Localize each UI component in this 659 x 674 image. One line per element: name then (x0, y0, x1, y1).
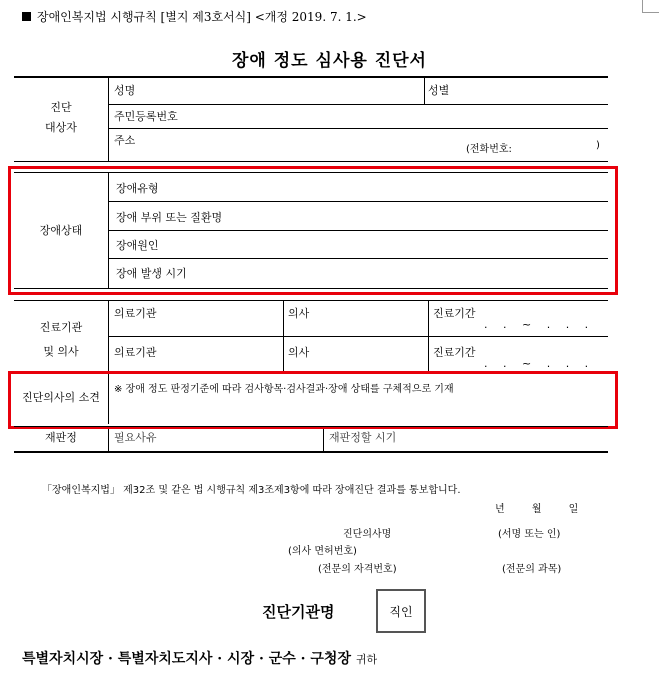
department-label: (전문의 과목) (502, 564, 562, 575)
clinic-row1-doctor: 의사 (288, 307, 310, 320)
address-label: 주소 (114, 134, 136, 147)
disability-label: 장애상태 (39, 224, 83, 237)
section-line (14, 161, 608, 162)
recipients (22, 648, 377, 668)
square-bullet-icon (22, 12, 31, 21)
rrn-label: 주민등록번호 (114, 110, 178, 123)
onset-label: 장애 발생 시기 (116, 267, 187, 280)
clinic-label-line1: 진료기관 (39, 321, 83, 334)
institution-name-label: 진단기관명 (262, 603, 335, 621)
row-line (108, 104, 608, 105)
notice-date: 년 월 일 (495, 504, 591, 515)
subject-label-line2: 대상자 (45, 121, 77, 134)
form-header-text: 장애인복지법 시행규칙 [별지 제3호서식] <개정 2019. 7. 1.> (37, 10, 367, 24)
window-corner (642, 0, 659, 13)
row-line (108, 128, 608, 129)
type-label: 장애유형 (116, 182, 159, 195)
subject-label (14, 98, 108, 138)
doctor-name-label: 진단의사명 (343, 529, 392, 540)
phone-label: (전화번호: (466, 144, 512, 155)
reexam-date-label: 재판정할 시기 (329, 431, 397, 444)
clinic-row1-period: 진료기간 (433, 307, 476, 320)
license-label: (의사 면허번호) (288, 546, 357, 557)
reexam-label: 재판정 (45, 431, 77, 444)
disability-highlight-box (8, 166, 618, 295)
seal-label: 직인 (389, 604, 413, 619)
clinic-label (14, 316, 108, 364)
recipients-suffix: 귀하 (355, 653, 378, 666)
col-line (108, 429, 109, 451)
clinic-label-line2: 및 의사 (43, 345, 79, 358)
name-label: 성명 (114, 84, 136, 97)
clinic-row2-inst: 의료기관 (114, 346, 157, 359)
cause-label: 장애원인 (116, 239, 159, 252)
gender-divider (424, 77, 425, 104)
specialist-label: (전문의 자격번호) (318, 564, 397, 575)
table-bottom-border (14, 451, 608, 453)
reexam-need-label: 필요사유 (114, 431, 157, 444)
region-label: 장애 부위 또는 질환명 (116, 211, 223, 224)
row-line (108, 336, 608, 337)
sign-label: (서명 또는 인) (498, 529, 561, 540)
clinic-row1-inst: 의료기관 (114, 307, 157, 320)
col-line (323, 429, 324, 451)
notice-text: 「장애인복지법」 제32조 및 같은 법 시행규칙 제3조제3항에 따라 장애진단 결과를 통보합니다. (42, 485, 461, 496)
section-line (14, 300, 608, 301)
table-top-border (14, 76, 608, 78)
subject-label-line1: 진단 (50, 101, 72, 114)
recipients-text: 특별자치시장 · 특별자치도지사 · 시장 · 군수 · 구청장 (22, 651, 351, 667)
official-seal-box (376, 589, 426, 633)
phone-close: ) (596, 140, 600, 151)
opinion-label: 진단의사의 소견 (22, 391, 100, 404)
clinic-row1-dates: . . ~ . . . (484, 318, 595, 331)
clinic-row2-dates: . . ~ . . . (484, 357, 595, 370)
gender-label: 성별 (428, 84, 450, 97)
opinion-note: ※ 장애 정도 판정기준에 따라 검사항목·검사결과·장애 상태를 구체적으로 기재 (114, 384, 454, 395)
opinion-highlight-box (8, 371, 618, 429)
clinic-row2-doctor: 의사 (288, 346, 310, 359)
form-header (22, 8, 367, 25)
document-title: 장애 정도 심사용 진단서 (232, 51, 427, 71)
clinic-row2-period: 진료기간 (433, 346, 476, 359)
subject-divider (108, 77, 109, 162)
